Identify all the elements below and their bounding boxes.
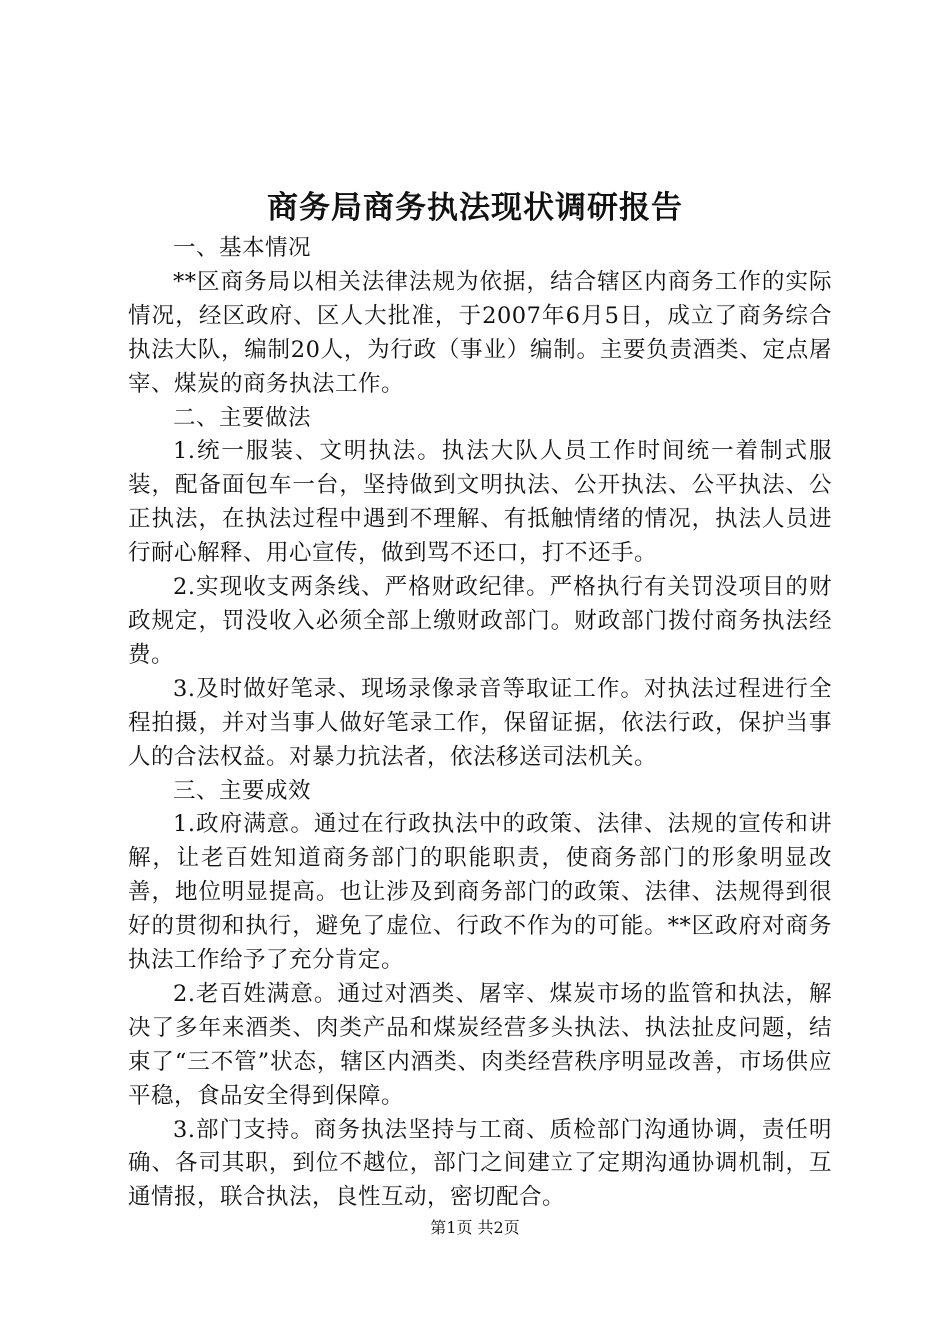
document-body bbox=[128, 232, 832, 1215]
section-heading-practices: 二、主要做法 bbox=[173, 404, 312, 431]
section-heading-basic: 一、基本情况 bbox=[173, 235, 312, 261]
document-title: 商务局商务执法现状调研报告 bbox=[267, 190, 683, 226]
paragraph-practice-1: 1.统一服装、文明执法。执法大队人员工作时间统一着制式服装，配备面包车一台，坚持做到文明执法、公开执法、公平执法、公正执法，在执法过程中遇到不理解、有抵触情绪的情况，执法人员进行耐心解释、用心宣传，做到骂不还口，打不还手。 bbox=[128, 438, 832, 567]
paragraph-result-3: 3.部门支持。商务执法坚持与工商、质检部门沟通协调，责任明确、各司其职，到位不越位，部门之间建立了定期沟通协调机制，互通情报，联合执法，良性互动，密切配合。 bbox=[128, 1116, 832, 1211]
paragraph-practice-2: 2.实现收支两条线、严格财政纪律。严格执行有关罚没项目的财政规定，罚没收入必须全部上缴财政部门。财政部门拨付商务执法经费。 bbox=[128, 574, 832, 668]
paragraph-practice-3: 3.及时做好笔录、现场录像录音等取证工作。对执法过程进行全程拍摄，并对当事人做好笔录工作，保留证据，依法行政，保护当事人的合法权益。对暴力抗法者，依法移送司法机关。 bbox=[128, 675, 832, 770]
page-number-footer: 第1页 共2页 bbox=[430, 1218, 520, 1237]
paragraph-result-1: 1.政府满意。通过在行政执法中的政策、法律、法规的宣传和讲解，让老百姓知道商务部门的职能职责，使商务部门的形象明显改善，地位明显提高。也让涉及到商务部门的政策、法律、法规得到很好的贯彻和执行，避免了虚位、行政不作为的可能。**区政府对商务执法工作给予了充分肯定。 bbox=[128, 811, 832, 974]
paragraph-basic-situation: **区商务局以相关法律法规为依据，结合辖区内商务工作的实际情况，经区政府、区人大批准，于2007年6月5日，成立了商务综合执法大队，编制20人，为行政（事业）编制。主要负责酒类、定点屠宰、煤炭的商务执法工作。 bbox=[128, 268, 832, 397]
section-heading-results: 三、主要成效 bbox=[173, 777, 312, 804]
paragraph-result-2: 2.老百姓满意。通过对酒类、屠宰、煤炭市场的监管和执法，解决了多年来酒类、肉类产品和煤炭经营多头执法、执法扯皮问题，结束了“三不管”状态，辖区内酒类、肉类经营秩序明显改善，市场供应平稳，食品安全得到保障。 bbox=[128, 980, 832, 1109]
